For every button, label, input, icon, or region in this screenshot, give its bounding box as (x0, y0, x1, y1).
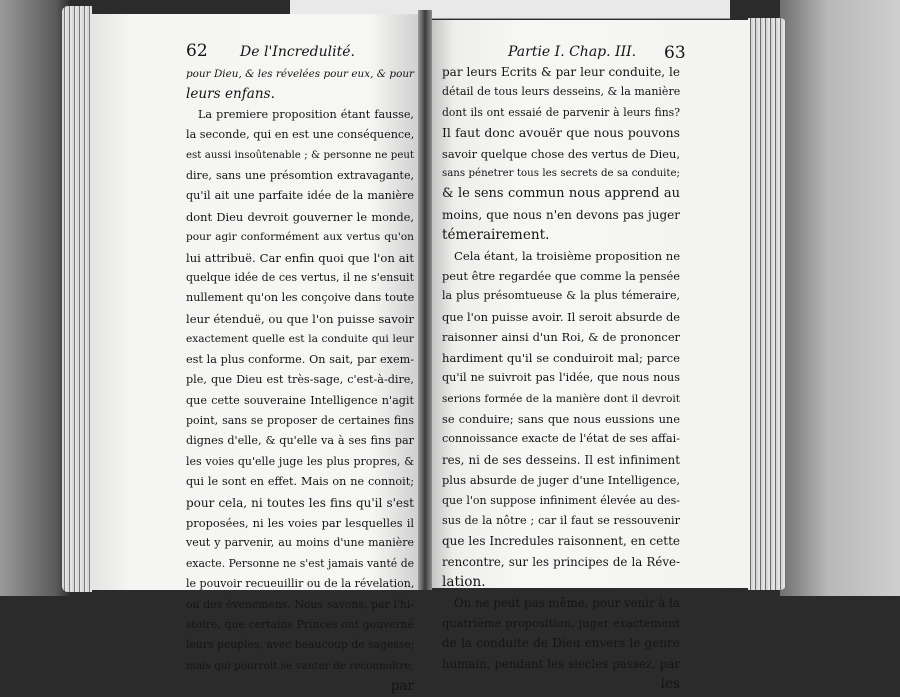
right-page-text (442, 62, 680, 695)
catchword: par (390, 678, 414, 695)
text-line: dire, sans une présomtion extravagante, (186, 169, 414, 183)
text-line: & le sens commun nous apprend au (442, 186, 680, 202)
text-line: sans pénetrer tous les secrets de sa conduite; (442, 168, 680, 180)
text-line: sus de la nôtre ; car il faut se ressouvenir (442, 513, 680, 527)
text-line: lation. (442, 574, 486, 591)
text-line: connoissance exacte de l'état de ses affai- (442, 432, 680, 446)
text-line: la seconde, qui en est une conséquence, (186, 128, 415, 142)
left-page-number: 62 (186, 41, 208, 61)
text-line: lui attribuë. Car enfin quoi que l'on ait (186, 250, 414, 265)
text-line: moins, que nous n'en devons pas juger (442, 207, 680, 222)
text-line: dont ils ont essaié de parvenir à leurs fins? (442, 105, 680, 119)
text-line: res, ni de ses desseins. Il est infiniment (442, 452, 680, 467)
text-line: est aussi insoûtenable ; & personne ne peut (186, 149, 414, 161)
left-page (90, 14, 420, 695)
text-line: ou des évenemens. Nous savons, par l'hi- (186, 597, 414, 611)
text-line: On ne peut pas même, pour venir à la (454, 595, 680, 610)
book-gutter (418, 10, 432, 590)
book-edge-right (748, 18, 786, 590)
text-line: que l'on suppose infiniment élevée au des- (442, 493, 680, 507)
text-line: de la conduite de Dieu envers le genre (442, 636, 680, 651)
book-edge-left (62, 6, 92, 592)
text-line: que l'on puisse avoir. Il seroit absurde de (442, 309, 680, 324)
backdrop-left (0, 0, 70, 596)
text-line: hardiment qu'il se conduiroit mal; parce (442, 350, 680, 365)
text-line: que les Incredules raisonnent, en cette (442, 534, 680, 549)
text-line: témerairement. (442, 227, 550, 244)
text-line: dont Dieu devroit gouverner le monde, (186, 209, 414, 224)
left-running-head: De l'Incredulité. (240, 44, 355, 60)
text-line: qui le sont en effet. Mais on ne connoit; (186, 475, 414, 489)
text-line: qu'il ait une parfaite idée de la manière (186, 189, 414, 203)
left-page-text (186, 64, 414, 697)
text-line: savoir quelque chose des vertus de Dieu, (442, 146, 680, 161)
text-line: leur étenduë, ou que l'on puisse savoir (186, 311, 414, 326)
text-line: nullement qu'on les conçoive dans toute (186, 291, 415, 305)
text-line: stoire, que certains Princes ont gouverné (186, 617, 414, 631)
text-line: par leurs Ecrits & par leur conduite, le (442, 65, 680, 79)
text-line: rencontre, sur les principes de la Réve- (442, 554, 680, 569)
text-line: proposées, ni les voies par lesquelles il (186, 515, 414, 530)
text-line: détail de tous leurs desseins, & la manière (442, 85, 681, 99)
text-line: pour Dieu, & les révelées pour eux, & pour (186, 68, 414, 80)
text-line: dignes d'elle, & qu'elle va à ses fins par (186, 434, 414, 448)
text-line: se conduire; sans que nous eussions une (442, 411, 680, 426)
text-line: pour cela, ni toutes les fins qu'il s'est (186, 495, 414, 510)
text-line: la plus présomtueuse & la plus témeraire, (442, 289, 680, 303)
text-line: quatrième proposition, juger exactement (442, 615, 680, 630)
text-line: leurs enfans. (186, 86, 275, 103)
text-line: que cette souveraine Intelligence n'agit (186, 393, 414, 407)
text-line: veut y parvenir, au moins d'une manière (186, 536, 414, 550)
text-line: est la plus conforme. On sait, par exem- (186, 352, 414, 366)
text-line: ple, que Dieu est très-sage, c'est-à-dire, (186, 373, 414, 387)
text-line: point, sans se proposer de certaines fins (186, 413, 414, 427)
text-line: pour agir conformément aux vertus qu'on (186, 231, 414, 244)
right-running-head: Partie I. Chap. III. (508, 44, 637, 60)
backdrop-right (780, 0, 900, 596)
right-page-number: 63 (664, 43, 686, 63)
text-line: Cela étant, la troisième proposition ne (454, 248, 681, 263)
text-line: qu'il ne suivroit pas l'idée, que nous nous (442, 371, 680, 385)
text-line: plus absurde de juger d'une Intelligence, (442, 473, 680, 488)
text-line: Il faut donc avouër que nous pouvons (442, 125, 680, 141)
text-line: quelque idée de ces vertus, il ne s'ensuit (186, 271, 414, 285)
text-line: humain, pendant les siecles passez, par (442, 656, 680, 671)
text-line: La premiere proposition étant fausse, (198, 107, 414, 121)
text-line: peut être regardée que comme la pensée (442, 269, 680, 284)
text-line: les voies qu'elle juge les plus propres, & (186, 454, 414, 468)
text-line: leurs peuples, avec beaucoup de sagesse; (186, 638, 415, 652)
text-line: serions formée de la manière dont il devroit (442, 392, 680, 405)
text-line: mais qui pourroit se vanter de reconnoître, (186, 659, 414, 672)
catchword: les (660, 676, 680, 693)
right-page (428, 20, 750, 693)
text-line: le pouvoir recueuillir ou de la révelation, (186, 577, 415, 591)
text-line: exacte. Personne ne s'est jamais vanté de (186, 556, 414, 570)
text-line: exactement quelle est la conduite qui leur (186, 333, 414, 346)
text-line: raisonner ainsi d'un Roi, & de prononcer (442, 330, 680, 345)
